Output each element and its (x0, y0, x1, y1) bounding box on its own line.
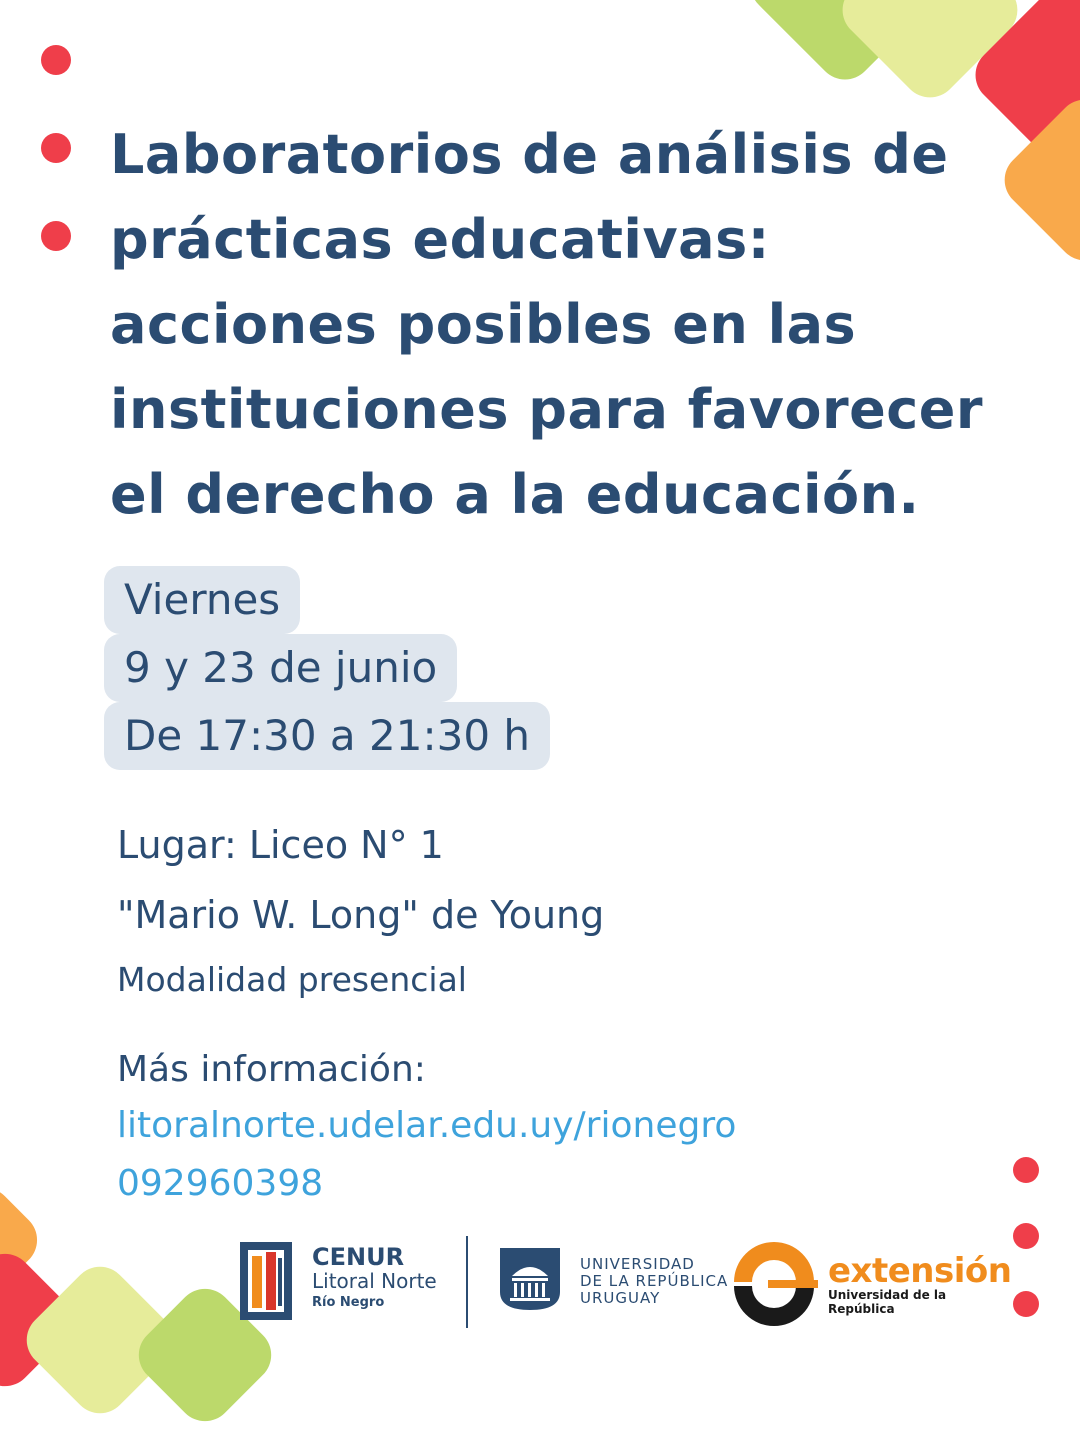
contact-phone-link[interactable]: 092960398 (117, 1163, 324, 1204)
venue-line2: "Mario W. Long" de Young (117, 893, 605, 937)
decor-dot (41, 221, 71, 251)
extension-logo-text: extensión Universidad de la República (828, 1251, 1012, 1316)
decor-dot (1013, 1157, 1039, 1183)
schedule-hours: De 17:30 a 21:30 h (104, 702, 550, 770)
decor-dot (41, 45, 71, 75)
schedule-day: Viernes (104, 566, 300, 634)
udelar-logo-text: UNIVERSIDAD DE LA REPÚBLICA URUGUAY (580, 1255, 729, 1307)
schedule-dates: 9 y 23 de junio (104, 634, 457, 702)
udelar-seal-icon (498, 1246, 562, 1312)
decor-dot (41, 133, 71, 163)
contact-label: Más información: (117, 1049, 426, 1090)
decor-dot (1013, 1223, 1039, 1249)
extension-logo-icon (728, 1236, 820, 1328)
venue-modality: Modalidad presencial (117, 960, 467, 999)
logo-divider (466, 1236, 468, 1328)
footer-logos (240, 1230, 1012, 1330)
decor-dot (1013, 1291, 1039, 1317)
cenur-logo-icon (240, 1242, 292, 1320)
contact-url-link[interactable]: litoralnorte.udelar.edu.uy/rionegro (117, 1105, 737, 1146)
page-title: Laboratorios de análisis de prácticas educativas: acciones posibles en las instituciones para favorecer el derecho a la educación. (110, 123, 984, 526)
cenur-logo-text: CENUR Litoral Norte Río Negro (312, 1243, 437, 1310)
venue-line1: Lugar: Liceo N° 1 (117, 823, 444, 867)
